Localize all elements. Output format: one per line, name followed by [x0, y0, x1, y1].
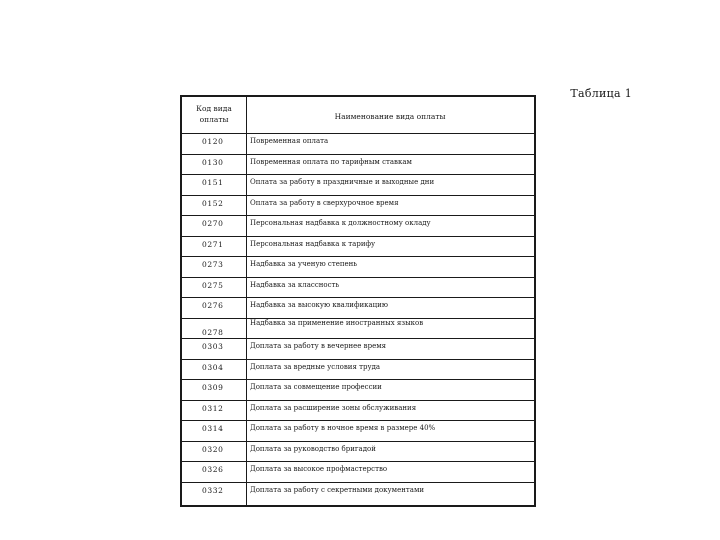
code-cell: 0130: [202, 157, 224, 167]
header-code-column: [182, 103, 246, 125]
table-row: [182, 277, 534, 298]
header-name-column: Наименование вида оплаты: [334, 112, 446, 121]
table-row: [182, 154, 534, 175]
table-row: [182, 256, 534, 277]
name-cell: Персональная надбавка к должностному окладу: [250, 219, 431, 227]
name-cell: Надбавка за высокую квалификацию: [250, 301, 388, 309]
code-cell: 0326: [202, 465, 224, 474]
name-cell: Доплата за высокое профмастерство: [250, 465, 388, 473]
code-cell: 0314: [202, 424, 224, 433]
table-row: [182, 379, 534, 400]
code-cell: 0273: [202, 260, 224, 269]
name-cell: Доплата за работу в ночное время в размере 40%: [250, 424, 436, 432]
name-cell: Надбавка за применение иностранных языков: [250, 318, 424, 327]
name-cell: Персональная надбавка к тарифу: [250, 239, 376, 248]
code-cell: 0271: [202, 239, 224, 249]
name-cell: Доплата за вредные условия труда: [250, 362, 381, 371]
table-row: [182, 482, 534, 503]
table-row: [182, 461, 534, 482]
code-cell: 0276: [202, 301, 224, 310]
name-cell: Повременная оплата по тарифным ставкам: [250, 157, 412, 166]
table-row: [182, 236, 534, 257]
code-cell: 0320: [202, 444, 224, 454]
table-row: [182, 359, 534, 380]
code-cell: 0309: [202, 383, 224, 392]
table-row: [182, 297, 534, 318]
table-caption: Таблица 1: [570, 87, 632, 100]
name-cell: Надбавка за ученую степень: [250, 260, 358, 268]
table-body: [182, 133, 534, 502]
table-row: [182, 174, 534, 195]
code-cell: 0332: [202, 485, 224, 495]
table-row: [182, 441, 534, 462]
code-cell: 0275: [202, 280, 224, 290]
code-cell: 0120: [202, 137, 224, 146]
header-code-line2: оплаты: [199, 115, 229, 124]
table-header: [182, 97, 534, 133]
table-row: [182, 420, 534, 441]
name-cell: Доплата за работу в вечернее время: [250, 342, 387, 350]
code-cell: 0152: [202, 198, 224, 208]
name-cell: Оплата за работу в сверхурочное время: [250, 198, 399, 207]
name-cell: Доплата за руководство бригадой: [250, 444, 376, 453]
header-code-line1: Код вида: [196, 104, 232, 113]
table-row: [182, 318, 534, 339]
table-row: [182, 215, 534, 236]
name-cell: Надбавка за классность: [250, 280, 340, 289]
table-row: [182, 195, 534, 216]
name-cell: Доплата за работу с секретными документами: [250, 485, 425, 494]
code-cell: 0303: [202, 342, 224, 351]
code-cell: 0304: [202, 362, 224, 372]
code-cell: 0270: [202, 219, 224, 228]
name-cell: Повременная оплата: [250, 137, 329, 145]
table-row: [182, 400, 534, 421]
name-cell: Оплата за работу в праздничные и выходные дни: [250, 178, 435, 186]
code-cell: 0312: [202, 403, 224, 413]
table-row: [182, 338, 534, 359]
code-cell: 0278: [202, 327, 224, 337]
payment-codes-table: [180, 95, 536, 507]
code-cell: 0151: [202, 178, 224, 187]
name-cell: Доплата за расширение зоны обслуживания: [250, 403, 417, 412]
name-cell: Доплата за совмещение профессии: [250, 383, 382, 391]
table-row: [182, 133, 534, 154]
